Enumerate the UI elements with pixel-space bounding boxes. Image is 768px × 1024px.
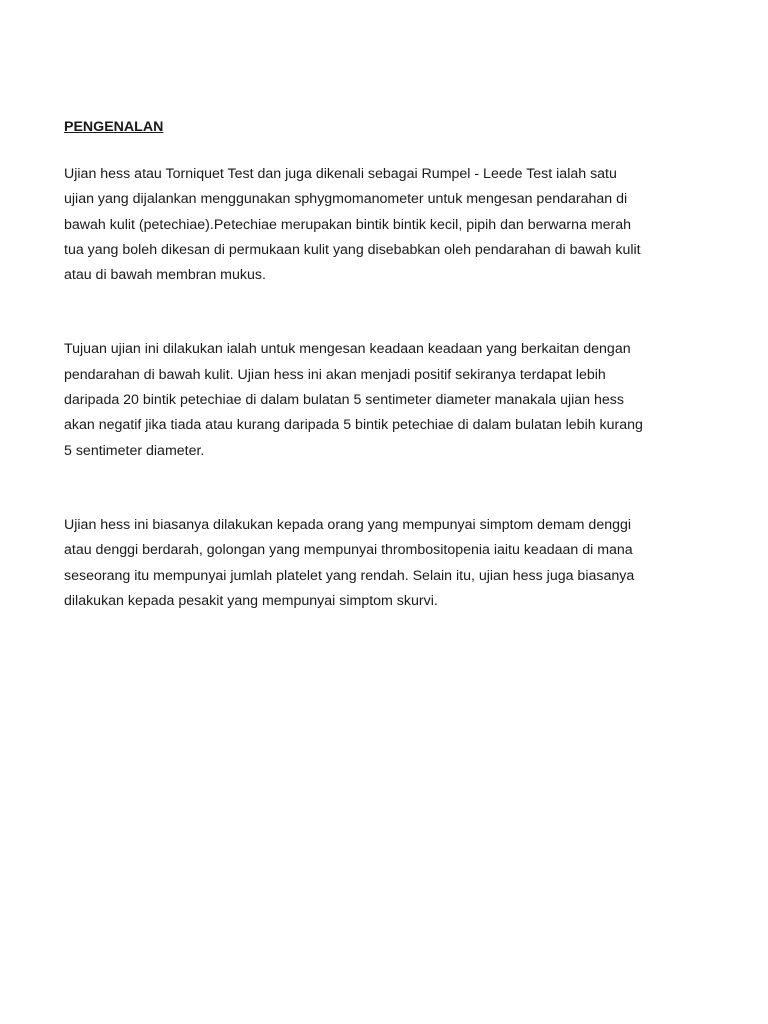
paragraph-line: 5 sentimeter diameter.	[64, 442, 205, 459]
paragraph-line: seseorang itu mempunyai jumlah platelet yang rendah. Selain itu, ujian hess juga biasanya	[64, 567, 635, 584]
paragraph-line: tua yang boleh dikesan di permukaan kulit yang disebabkan oleh pendarahan di bawah kulit	[64, 241, 641, 258]
paragraph-line: Tujuan ujian ini dilakukan ialah untuk mengesan keadaan keadaan yang berkaitan dengan	[64, 341, 631, 358]
paragraph-line: daripada 20 bintik petechiae di dalam bulatan 5 sentimeter diameter manakala ujian hess	[64, 392, 624, 409]
paragraph-usage	[64, 513, 724, 614]
paragraph-line: atau denggi berdarah, golongan yang mempunyai thrombositopenia iaitu keadaan di mana	[64, 542, 633, 559]
paragraph-purpose	[64, 337, 724, 463]
paragraph-line: pendarahan di bawah kulit. Ujian hess ini akan menjadi positif sekiranya terdapat lebih	[64, 366, 606, 383]
paragraph-line: dilakukan kepada pesakit yang mempunyai simptom skurvi.	[64, 592, 438, 609]
paragraph-line: ujian yang dijalankan menggunakan sphygmomanometer untuk mengesan pendarahan di	[64, 191, 628, 208]
paragraph-line: Ujian hess ini biasanya dilakukan kepada orang yang mempunyai simptom demam denggi	[64, 516, 632, 533]
paragraph-line: atau di bawah membran mukus.	[64, 267, 266, 284]
paragraph-line: akan negatif jika tiada atau kurang daripada 5 bintik petechiae di dalam bulatan lebih kurang	[64, 417, 643, 434]
paragraph-introduction	[64, 162, 724, 288]
section-heading: PENGENALAN	[64, 119, 164, 135]
document-body	[64, 117, 724, 614]
paragraph-line: Ujian hess atau Torniquet Test dan juga dikenali sebagai Rumpel - Leede Test ialah satu	[64, 166, 617, 182]
paragraph-line: bawah kulit (petechiae).Petechiae merupakan bintik bintik kecil, pipih dan berwarna merah	[64, 216, 632, 233]
